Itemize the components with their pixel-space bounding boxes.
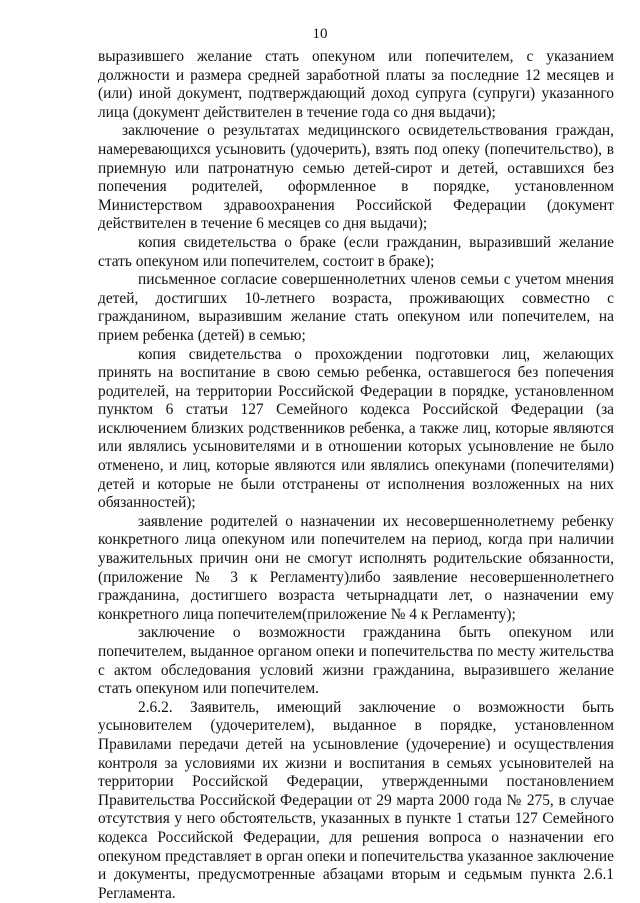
- paragraph-training-certificate: копия свидетельства о прохождении подготовки лиц, желающих принять на воспитание в свою семью ребенка, оставшегося без попечения родителей, на территории Российской Федерации в порядке, установленном пунктом 6 статьи 127 Семейного кодекса Российской Федерации (за исключением близких родственников ребенка, а также лиц, которые являются или являлись усыновителями и в отношении которых усыновление не было отменено, и лиц, которые являются или являлись опекунами (попечителями) детей и которые не были отстранены от исполнения возложенных на них обязанностей);: [98, 345, 614, 512]
- paragraph-applicant-income: выразившего желание стать опекуном или попечителем, с указанием должности и размера средней заработной платы за последние 12 месяцев и (или) иной документ, подтверждающий доход супруга (супруги) указанного лица (документ действителен в течение года со дня выдачи);: [98, 48, 614, 121]
- document-body: [98, 48, 614, 903]
- paragraph-family-consent: письменное согласие совершеннолетних членов семьи с учетом мнения детей, достигших 10-летнего возраста, проживающих совместно с гражданином, выразившим желание стать опекуном или попечителем, на прием ребенка (детей) в семью;: [98, 271, 614, 344]
- paragraph-guardianship-conclusion: заключение о возможности гражданина быть опекуном или попечителем, выданное органом опеки и попечительства по месту жительства с актом обследования условий жизни гражданина, выразившего желание стать опекуном или попечителем.: [98, 624, 614, 698]
- paragraph-marriage-certificate: копия свидетельства о браке (если гражданин, выразивший желание стать опекуном или попечителем, состоит в браке);: [98, 233, 614, 270]
- page-number: 10: [312, 26, 328, 42]
- paragraph-parents-statement: заявление родителей о назначении их несовершеннолетнему ребенку конкретного лица опекуном или попечителем на период, когда при наличии уважительных причин они не смогут исполнять родительские обязанности, (приложение № 3 к Регламенту)либо заявление несовершеннолетнего гражданина, достигшего возраста четырнадцати лет, о назначении ему конкретного лица попечителем(приложение № 4 к Регламенту);: [98, 512, 614, 623]
- paragraph-medical-conclusion: заключение о результатах медицинского освидетельствования граждан, намеревающихся усыновить (удочерить), взять под опеку (попечительство), в приемную или патронатную семью детей-сирот и детей, оставшихся без попечения родителей, оформленное в порядке, установленном Министерством здравоохранения Российской Федерации (документ действителен в течение 6 месяцев со дня выдачи);: [98, 122, 614, 233]
- paragraph-section-2-6-2: 2.6.2. Заявитель, имеющий заключение о возможности быть усыновителем (удочерителем), выданное в порядке, установленном Правилами передачи детей на усыновление (удочерение) и осуществления контроля за условиями их жизни и воспитания в семьях усыновителей на территории Российской Федерации, утвержденными постановлением Правительства Российской Федерации от 29 марта 2000 года № 275, в случае отсутствия у него обстоятельств, указанных в пункте 1 статьи 127 Семейного кодекса Российской Федерации, для решения вопроса о назначении его опекуном представляет в орган опеки и попечительства указанное заключение и документы, предусмотренные абзацами вторым и седьмым пункта 2.6.1 Регламента.: [98, 698, 614, 902]
